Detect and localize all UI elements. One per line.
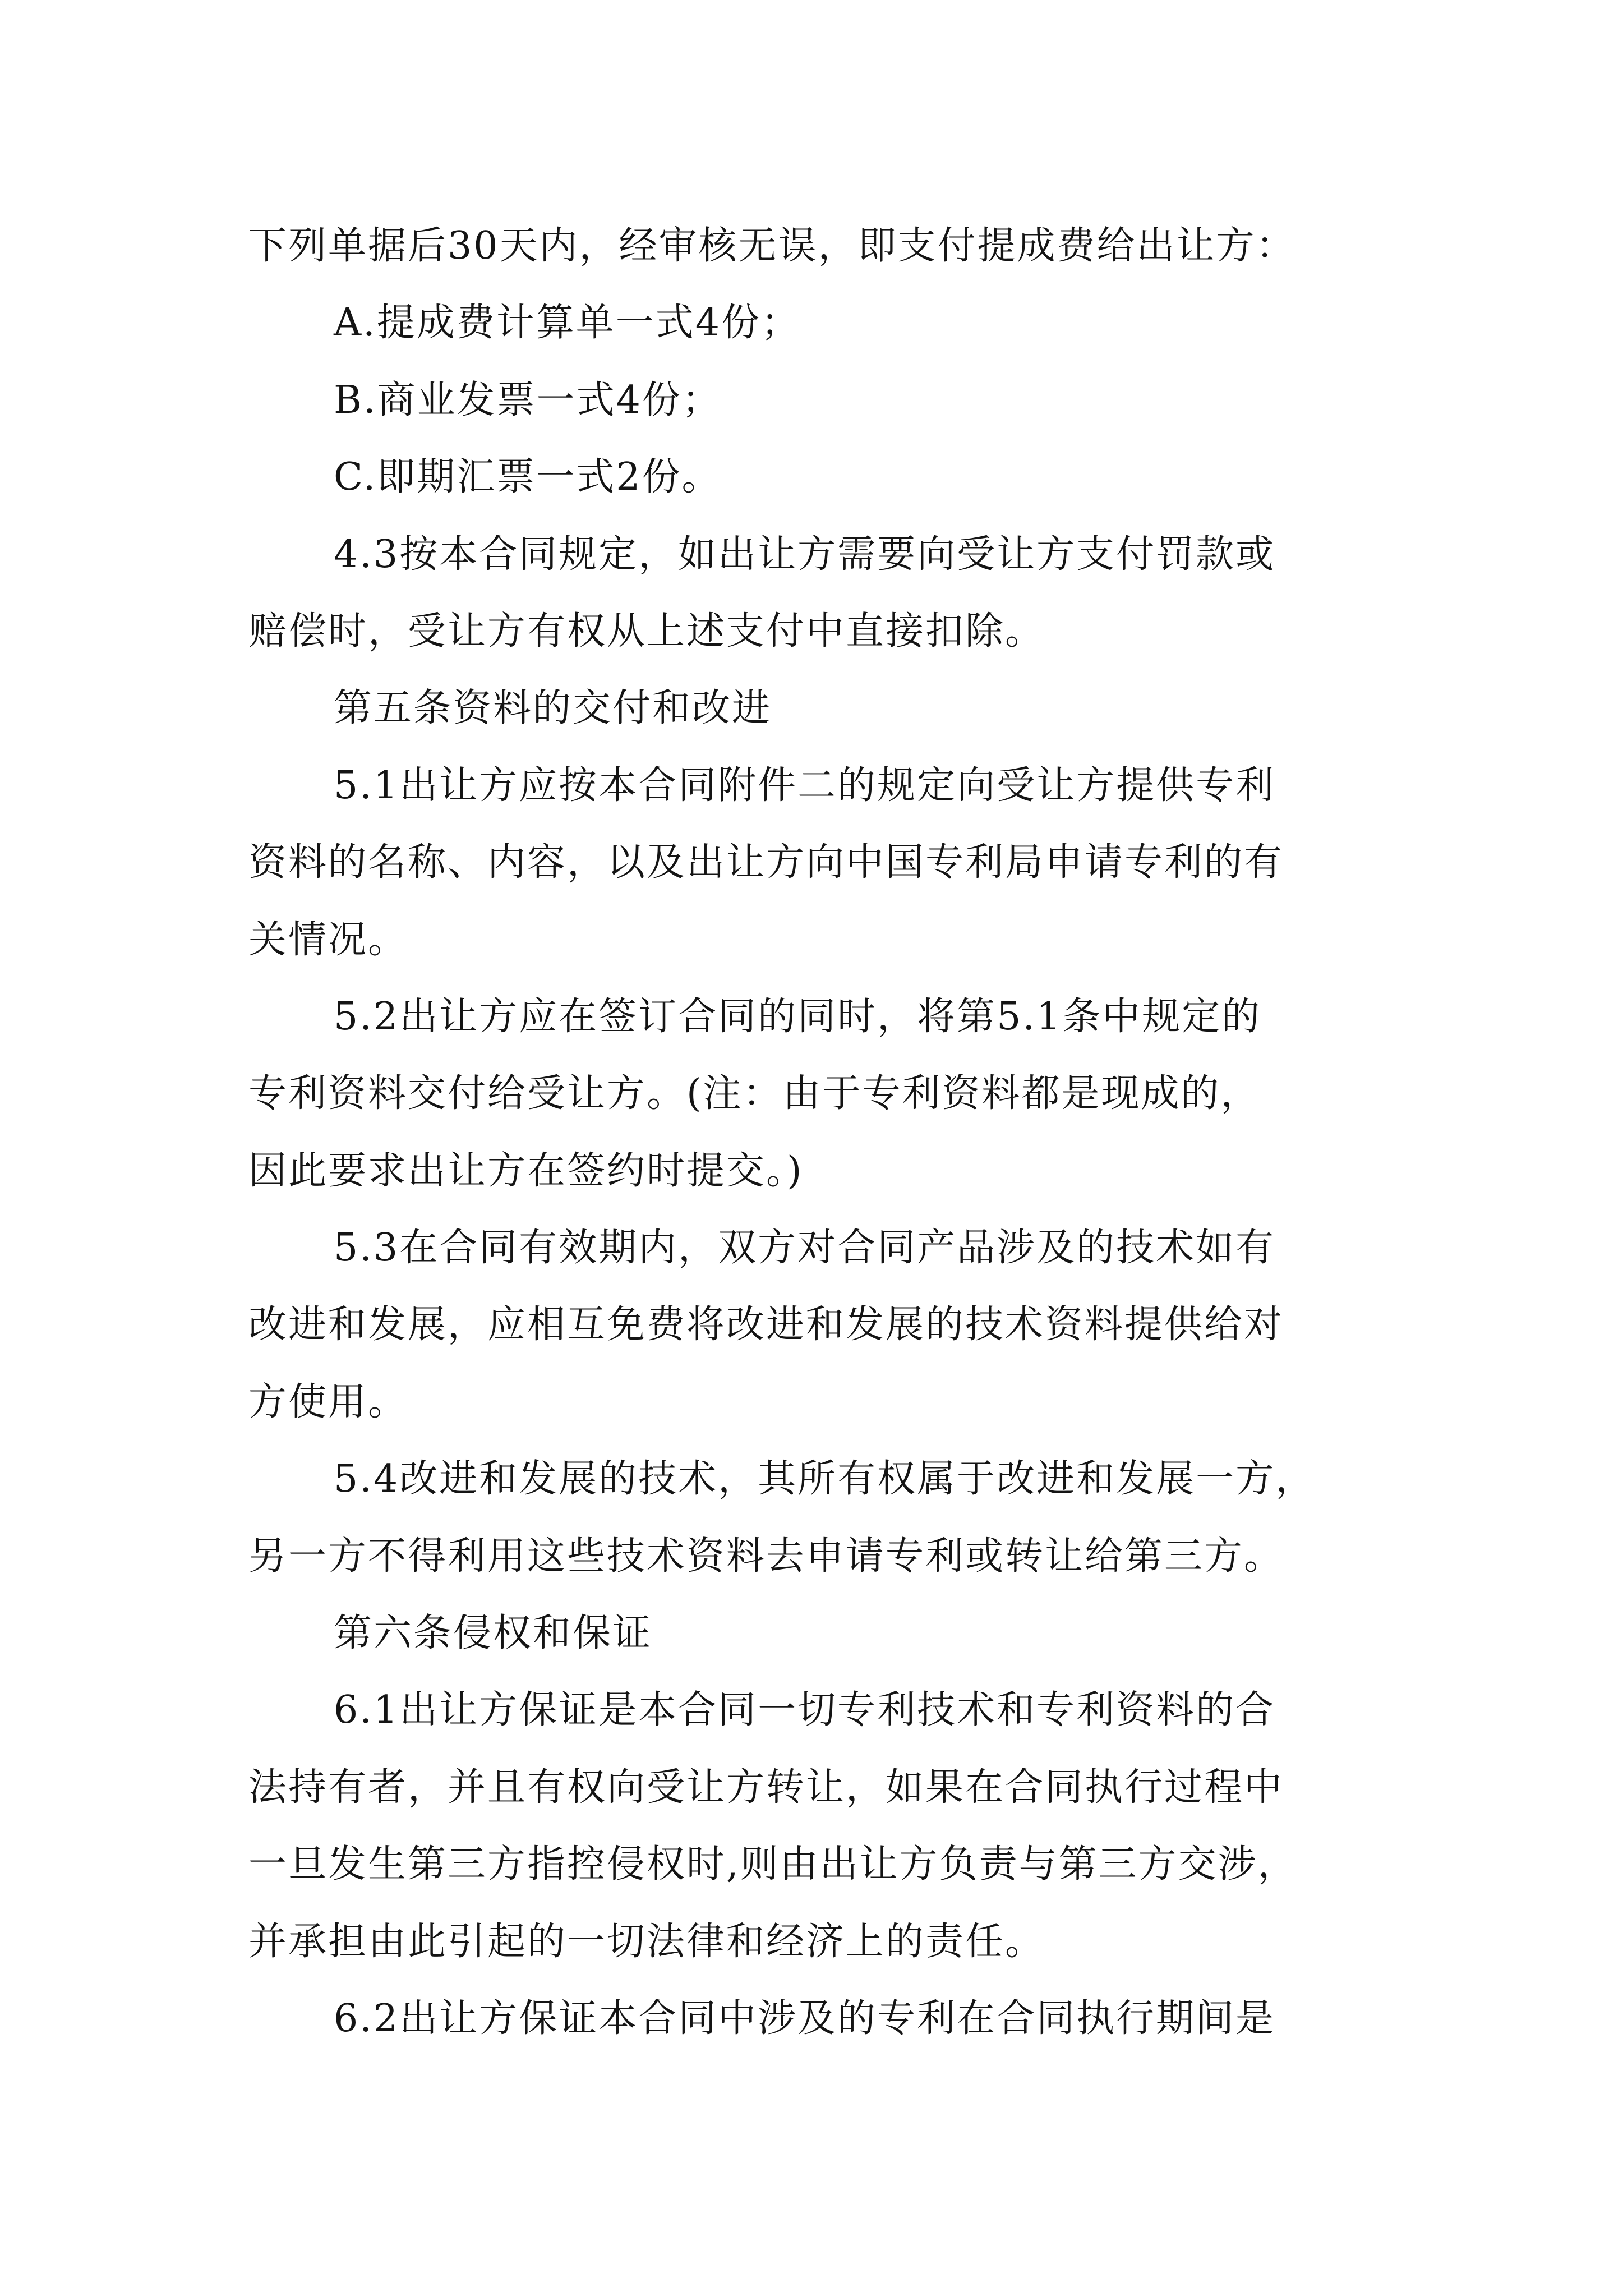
clause-paragraph: 6.1出让方保证是本合同一切专利技术和专利资料的合 [334, 1688, 1276, 1733]
text-line: 法持有者，并且有权向受让方转让，如果在合同执行过程中 [248, 1765, 1284, 1810]
text-line: 专利资料交付给受让方。(注：由于专利资料都是现成的， [248, 1071, 1261, 1116]
text-line: 因此要求出让方在签约时提交。) [248, 1148, 804, 1193]
text-line: 一旦发生第三方指控侵权时,则由出让方负责与第三方交涉， [248, 1842, 1298, 1887]
document-body [248, 208, 1387, 2057]
article-heading: 第六条侵权和保证 [334, 1611, 653, 1656]
text-line: 改进和发展，应相互免费将改进和发展的技术资料提供给对 [248, 1303, 1284, 1347]
list-item: B.商业发票一式4份； [334, 378, 722, 422]
text-line: 另一方不得利用这些技术资料去申请专利或转让给第三方。 [248, 1534, 1284, 1579]
clause-paragraph: 5.4改进和发展的技术，其所有权属于改进和发展一方， [334, 1457, 1316, 1502]
clause-paragraph: 5.1出让方应按本合同附件二的规定向受让方提供专利 [334, 763, 1276, 808]
text-line: 资料的名称、内容，以及出让方向中国专利局申请专利的有 [248, 840, 1284, 885]
text-line: 并承担由此引起的一切法律和经济上的责任。 [248, 1919, 1045, 1964]
clause-paragraph: 6.2出让方保证本合同中涉及的专利在合同执行期间是 [334, 1996, 1276, 2041]
text-line: 赔偿时，受让方有权从上述支付中直接扣除。 [248, 609, 1045, 654]
article-heading: 第五条资料的交付和改进 [334, 686, 772, 731]
clause-paragraph: 5.3在合同有效期内，双方对合同产品涉及的技术如有 [334, 1226, 1276, 1271]
clause-paragraph: 4.3按本合同规定，如出让方需要向受让方支付罚款或 [334, 532, 1276, 577]
list-item: A.提成费计算单一式4份； [334, 301, 801, 346]
text-line: 方使用。 [248, 1379, 408, 1424]
text-line: 下列单据后30天内，经审核无误，即支付提成费给出让方： [248, 224, 1296, 268]
clause-paragraph: 5.2出让方应在签订合同的同时，将第5.1条中规定的 [334, 994, 1262, 1039]
list-item: C.即期汇票一式2份。 [334, 455, 722, 500]
text-line: 关情况。 [248, 917, 408, 962]
